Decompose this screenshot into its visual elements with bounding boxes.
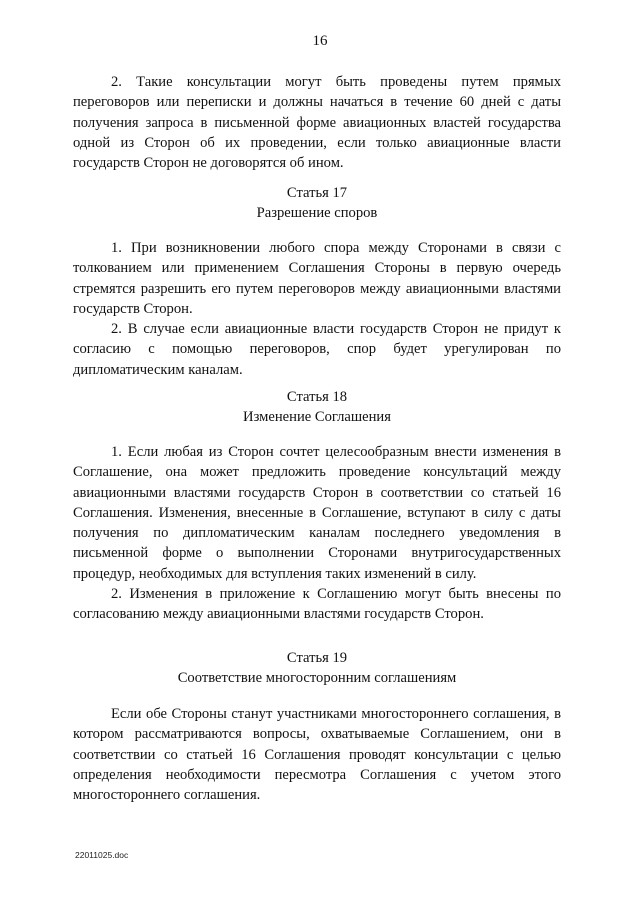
file-name-footer: 22011025.doc [75,850,129,860]
document-body [73,72,561,173]
article-18-heading [73,387,561,428]
paragraph-17-1: 1. При возникновении любого спора между Сторонами в связи с толкованием или применением Соглашения Стороны в первую очередь стремятся разрешить его путем переговоров между авиационными властями государств Сторон. [73,240,561,317]
article-19-body [73,704,561,805]
paragraph-18-2: 2. Изменения в приложение к Соглашению могут быть внесены по согласованию между авиационными властями государств Сторон. [73,586,561,623]
article-number: Статья 19 [286,650,348,666]
article-17-body [73,238,561,380]
paragraph-17-2: 2. В случае если авиационные власти государств Сторон не придут к согласию с помощью переговоров, спор будет урегулирован по дипломатическим каналам. [73,321,561,378]
article-title: Изменение Соглашения [243,409,391,426]
article-title: Соответствие многосторонним соглашениям [177,670,457,687]
paragraph-16-2: 2. Такие консультации могут быть проведены путем прямых переговоров или переписки и должны начаться в течение 60 дней с даты получения запроса в письменной форме авиационных властей государства одной из Сторон об их проведении, если только авиационные власти государств Сторон не договорятся об ином. [73,74,561,172]
article-number: Статья 17 [286,185,348,201]
article-19-heading [73,648,561,689]
article-number: Статья 18 [286,389,348,405]
paragraph-18-1: 1. Если любая из Сторон сочтет целесообразным внести изменения в Соглашение, она может предложить проведение консультаций между авиационными властями государств Сторон в соответствии со статьей 16 Соглашения. Изменения, внесенные в Соглашение, вступают в силу с даты получения по дипломатическим каналам последнего уведомления в письменной форме о выполнении Сторонами внутригосударственных процедур, необходимых для вступления таких изменений в силу. [73,444,561,582]
paragraph-19: Если обе Стороны станут участниками многостороннего соглашения, в котором рассматриваются вопросы, охватываемые Соглашением, они в соответствии со статьей 16 Соглашения проводят консультации с целью определения необходимости пересмотра Соглашения с учетом этого многостороннего соглашения. [73,706,561,804]
page-number: 16 [312,33,328,49]
article-title: Разрешение споров [256,205,378,222]
article-18-body [73,442,561,625]
article-17-heading [73,183,561,224]
